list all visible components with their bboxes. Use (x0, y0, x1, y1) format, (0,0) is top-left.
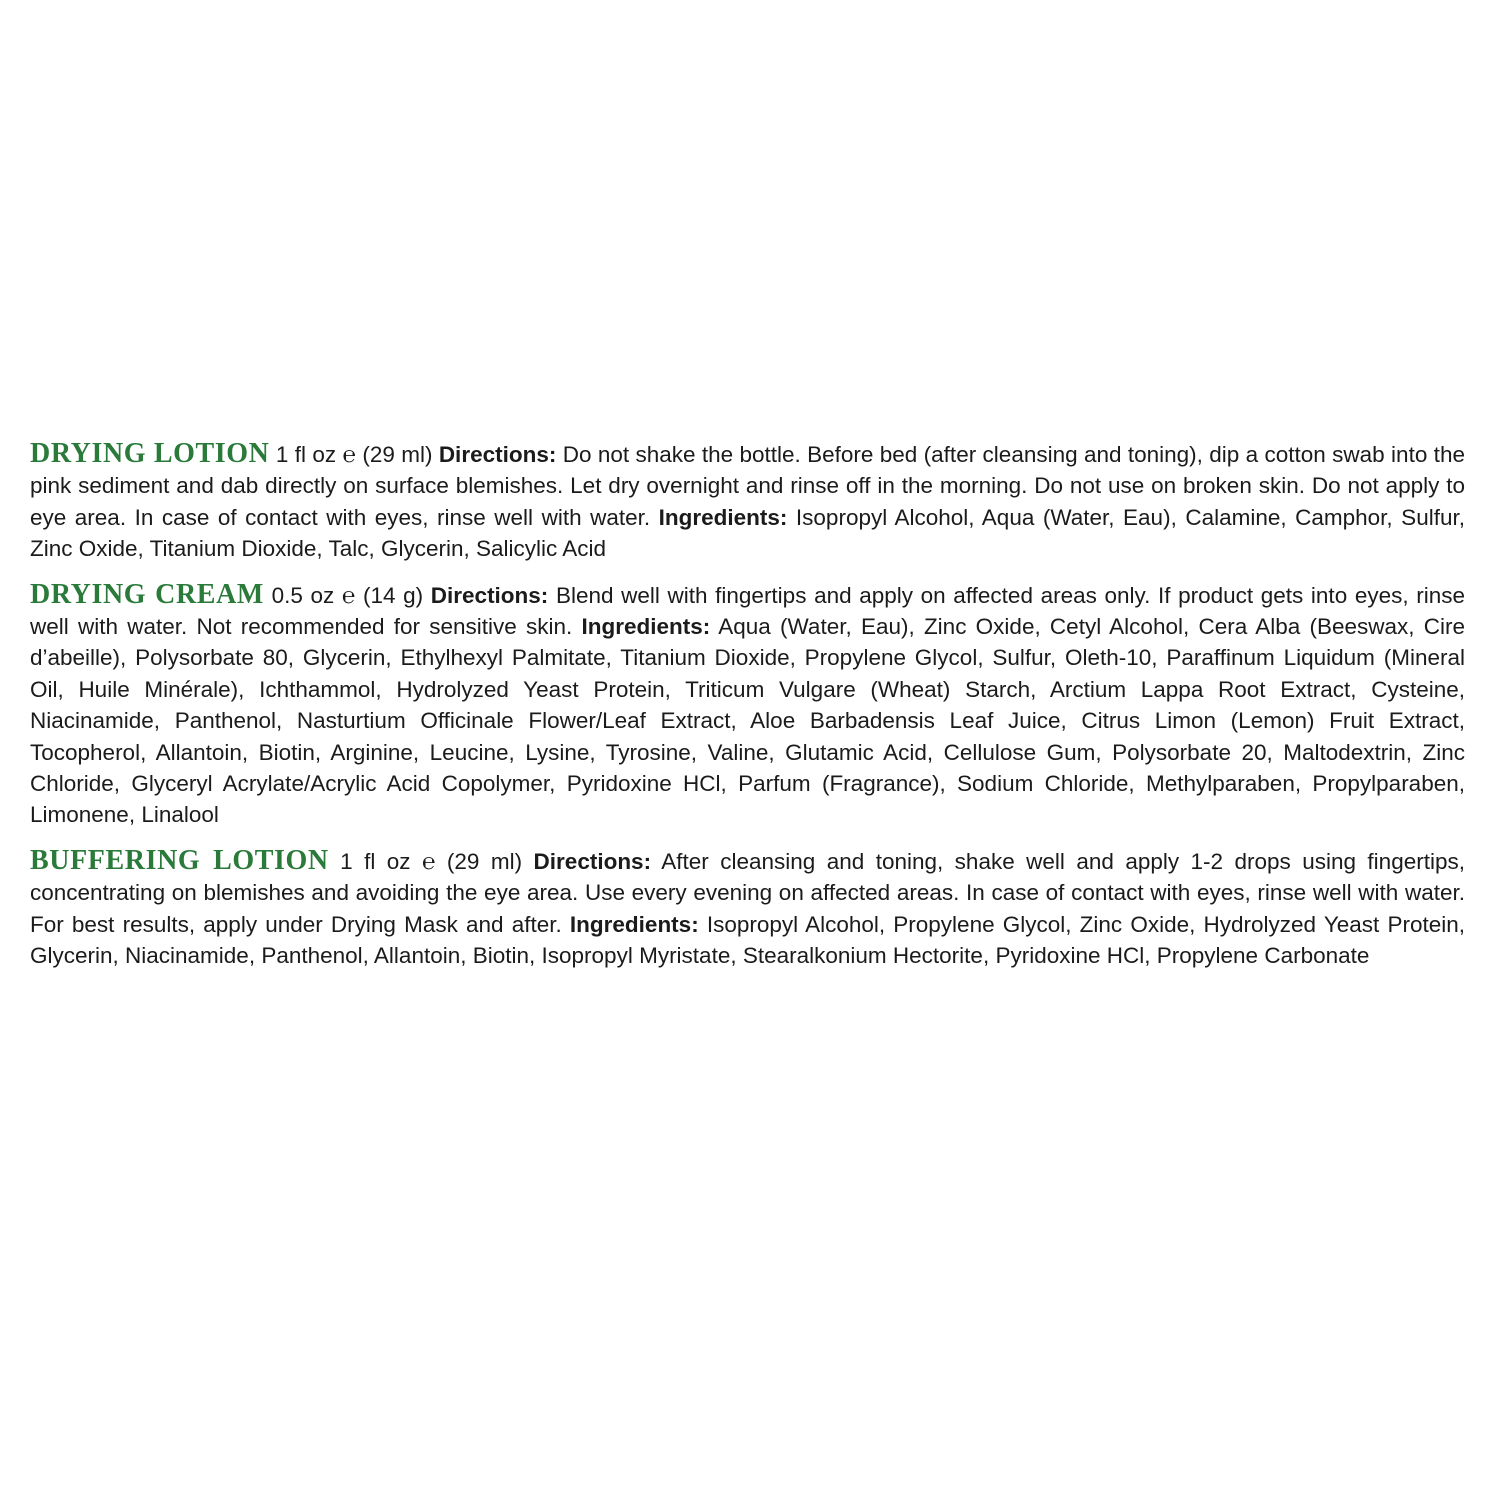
product-buffering-lotion (30, 845, 1465, 972)
product-name: BUFFERING LOTION (30, 844, 329, 876)
ingredients-text: Isopropyl Alcohol, Propylene Glycol, Zinc Oxide, Hydrolyzed Yeast Protein, Glycerin, Niacinamide, Panthenol, Allantoin, Biotin, Isopropyl Myristate, Stearalkonium Hectorite, Pyridoxine HCl, Propylene Carbonate (30, 911, 1465, 969)
ingredients-label: Ingredients: (569, 911, 699, 937)
product-size: 0.5 oz ℮ (14 g) (271, 582, 424, 608)
ingredients-text: Isopropyl Alcohol, Aqua (Water, Eau), Calamine, Camphor, Sulfur, Zinc Oxide, Titanium Dioxide, Talc, Glycerin, Salicylic Acid (30, 504, 1465, 562)
directions-label: Directions: (438, 442, 557, 467)
product-size: 1 fl oz ℮ (29 ml) (275, 442, 433, 467)
product-name: DRYING CREAM (30, 578, 264, 610)
directions-text: Blend well with fingertips and apply on affected areas only. If product gets into eyes, rinse well with water. Not recommended for sensitive skin. (30, 582, 1465, 640)
product-name: DRYING LOTION (30, 438, 270, 469)
ingredients-label: Ingredients: (658, 504, 788, 530)
ingredients-text: Aqua (Water, Eau), Zinc Oxide, Cetyl Alcohol, Cera Alba (Beeswax, Cire d’abeille), Polysorbate 80, Glycerin, Ethylhexyl Palmitate, Titanium Dioxide, Propylene Glycol, Sulfur, Oleth-10, Paraffinum Liquidum (Mineral Oil, Huile Minérale), Ichthammol, Hydrolyzed Yeast Protein, Triticum Vulgare (Wheat) Starch, Arctium Lappa Root Extract, Cysteine, Niacinamide, Panthenol, Nasturtium Officinale Flower/Leaf Extract, Aloe Barbadensis Leaf Juice, Citrus Limon (Lemon) Fruit Extract, Tocopherol, Allantoin, Biotin, Arginine, Leucine, Lysine, Tyrosine, Valine, Glutamic Acid, Cellulose Gum, Polysorbate 20, Maltodextrin, Zinc Chloride, Glyceryl Acrylate/Acrylic Acid Copolymer, Pyridoxine HCl, Parfum (Fragrance), Sodium Chloride, Methylparaben, Propylparaben, Limonene, Linalool (30, 614, 1465, 828)
ingredients-label: Ingredients: (581, 614, 711, 640)
product-size: 1 fl oz ℮ (29 ml) (340, 848, 523, 874)
directions-text: After cleansing and toning, shake well and apply 1-2 drops using fingertips, concentrating on blemishes and avoiding the eye area. Use every evening on affected areas. In case of contact with eyes, rinse well with water. For best results, apply under Drying Mask and after. (30, 848, 1465, 937)
product-drying-lotion (30, 438, 1465, 565)
product-drying-cream (30, 579, 1465, 831)
directions-text: Do not shake the bottle. Before bed (after cleansing and toning), dip a cotton swab into the pink sediment and dab directly on surface blemishes. Let dry overnight and rinse off in the morning. Do not use on broken skin. Do not apply to eye area. In case of contact with eyes, rinse well with water. (30, 442, 1465, 530)
directions-label: Directions: (430, 582, 549, 608)
product-info-panel (30, 438, 1465, 986)
directions-label: Directions: (533, 848, 652, 874)
